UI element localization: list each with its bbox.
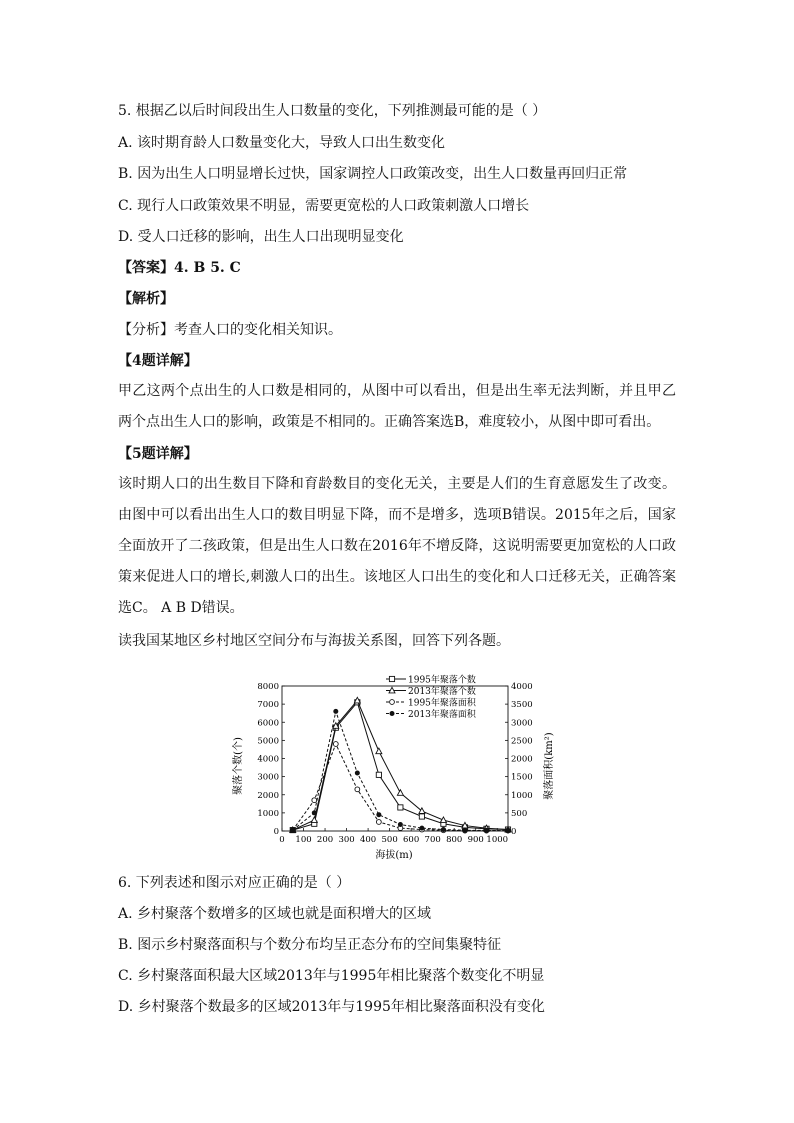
x-tick-label: 400 xyxy=(359,835,377,845)
series-4-point xyxy=(398,822,403,827)
x-tick-label: 300 xyxy=(338,835,355,845)
series-4-point xyxy=(312,810,317,815)
legend-marker xyxy=(390,700,395,705)
legend-label: 1995年聚落面积 xyxy=(408,698,476,709)
series-1-point xyxy=(419,814,424,819)
series-4-point xyxy=(355,771,360,776)
y-left-tick-label: 7000 xyxy=(257,700,279,711)
series-1-point xyxy=(398,805,403,810)
chart-intro: 读我国某地区乡村地区空间分布与海拔关系图，回答下列各题。 xyxy=(118,633,510,649)
q6-option-a: A. 乡村聚落个数增多的区域也就是面积增大的区域 xyxy=(118,906,432,922)
y-left-axis-label: 聚落个数(个) xyxy=(233,737,244,795)
series-2-point xyxy=(376,748,382,754)
series-4-point xyxy=(290,828,295,833)
y-right-tick-label: 2500 xyxy=(511,736,533,747)
q6-option-b: B. 图示乡村聚落面积与个数分布均呈正态分布的空间集聚特征 xyxy=(118,937,502,953)
x-tick-label: 100 xyxy=(295,835,312,845)
x-tick-label: 200 xyxy=(316,835,334,845)
series-3-point xyxy=(312,798,317,803)
y-right-axis-label: 聚落面积(km²) xyxy=(544,732,555,800)
series-2-point xyxy=(397,790,403,796)
q6-option-d: D. 乡村聚落个数最多的区域2013年与1995年相比聚落面积没有变化 xyxy=(118,999,545,1015)
y-right-tick-label: 3000 xyxy=(511,718,533,729)
y-left-tick-label: 5000 xyxy=(257,736,279,747)
y-left-tick-label: 4000 xyxy=(257,754,279,765)
y-right-tick-label: 2000 xyxy=(511,754,533,765)
series-4-point xyxy=(333,709,338,714)
series-4-point xyxy=(419,826,424,831)
y-right-tick-label: 3500 xyxy=(511,700,533,711)
series-4-point xyxy=(376,812,381,817)
q6-stem: 6. 下列表述和图示对应正确的是（ ） xyxy=(118,875,351,891)
q5-option-d: D. 受人口迁移的影响，出生人口出现明显变化 xyxy=(118,229,404,245)
series-3-point xyxy=(333,742,338,747)
y-left-tick-label: 2000 xyxy=(257,790,279,801)
analysis-label: 【解析】 xyxy=(118,291,174,307)
x-tick-label: 900 xyxy=(467,835,484,845)
q5-option-a: A. 该时期育龄人口数量变化大，导致人口出生数变化 xyxy=(118,135,446,151)
legend-label: 2013年聚落面积 xyxy=(408,710,476,720)
y-left-tick-label: 0 xyxy=(273,827,279,837)
series-1-point xyxy=(376,772,381,777)
q5-stem: 5. 根据乙以后时间段出生人口数量的变化，下列推测最可能的是（ ） xyxy=(118,103,547,119)
series-line-1 xyxy=(293,702,508,830)
x-axis-label: 海拔(m) xyxy=(375,850,413,861)
analysis-intro: 【分析】考查人口的变化相关知识。 xyxy=(118,322,342,338)
q6-option-c: C. 乡村聚落面积最大区域2013年与1995年相比聚落个数变化不明显 xyxy=(118,968,545,984)
series-4-point xyxy=(484,828,489,833)
answer-line: 【答案】4. B 5. C xyxy=(118,260,241,276)
series-line-3 xyxy=(293,744,508,831)
q5-detail-text: 该时期人口的出生数目下降和育龄数目的变化无关，主要是人们的生育意愿发生了改变。由图中可以看出出生人口的数目明显下降，而不是增多，选项B错误。2015年之后，国家全面放开了二孩政策，但是出生人口数在2016年不增反降，这说明需要更加宽松的人口政策来促进人口的增长,刺激人口的出生。该地区人口出生的变化和人口迁移无关，正确答案选C。 A B D错误。 xyxy=(118,476,676,616)
y-right-tick-label: 1500 xyxy=(511,772,533,783)
y-right-tick-label: 0 xyxy=(511,827,517,837)
x-tick-label: 1000 xyxy=(486,835,509,845)
q4-detail-text: 甲乙这两个点出生的人口数是相同的，从图中可以看出，但是出生率无法判断，并且甲乙两个点出生人口的影响，政策是不相同的。正确答案选B，难度较小，从图中即可看出。 xyxy=(118,383,676,430)
y-right-tick-label: 4000 xyxy=(511,682,533,692)
x-tick-label: 600 xyxy=(403,835,420,845)
q5-option-c: C. 现行人口政策效果不明显，需要更宽松的人口政策刺激人口增长 xyxy=(118,198,530,214)
legend-label: 2013年聚落个数 xyxy=(408,687,476,697)
legend-label: 1995年聚落个数 xyxy=(408,675,476,686)
y-left-tick-label: 3000 xyxy=(257,772,279,783)
y-left-tick-label: 1000 xyxy=(257,808,279,819)
series-4-point xyxy=(462,828,467,833)
series-3-point xyxy=(376,820,381,825)
x-tick-label: 500 xyxy=(381,835,398,845)
y-left-tick-label: 6000 xyxy=(257,718,279,729)
x-tick-label: 0 xyxy=(279,835,285,845)
series-4-point xyxy=(506,828,511,833)
y-right-tick-label: 1000 xyxy=(511,790,533,801)
series-4-point xyxy=(441,827,446,832)
q5-detail-heading: 【5题详解】 xyxy=(118,446,198,462)
series-2-point xyxy=(311,817,317,823)
x-tick-label: 700 xyxy=(424,835,441,845)
x-tick-label: 800 xyxy=(446,835,463,845)
y-right-tick-label: 500 xyxy=(511,808,528,819)
settlement-chart xyxy=(228,670,558,865)
legend-marker xyxy=(390,711,395,716)
series-3-point xyxy=(355,787,360,792)
y-left-tick-label: 8000 xyxy=(257,682,279,692)
legend-marker xyxy=(389,676,394,681)
q5-option-b: B. 因为出生人口明显增长过快，国家调控人口政策改变，出生人口数量再回归正常 xyxy=(118,166,628,182)
q4-detail-heading: 【4题详解】 xyxy=(118,353,198,369)
